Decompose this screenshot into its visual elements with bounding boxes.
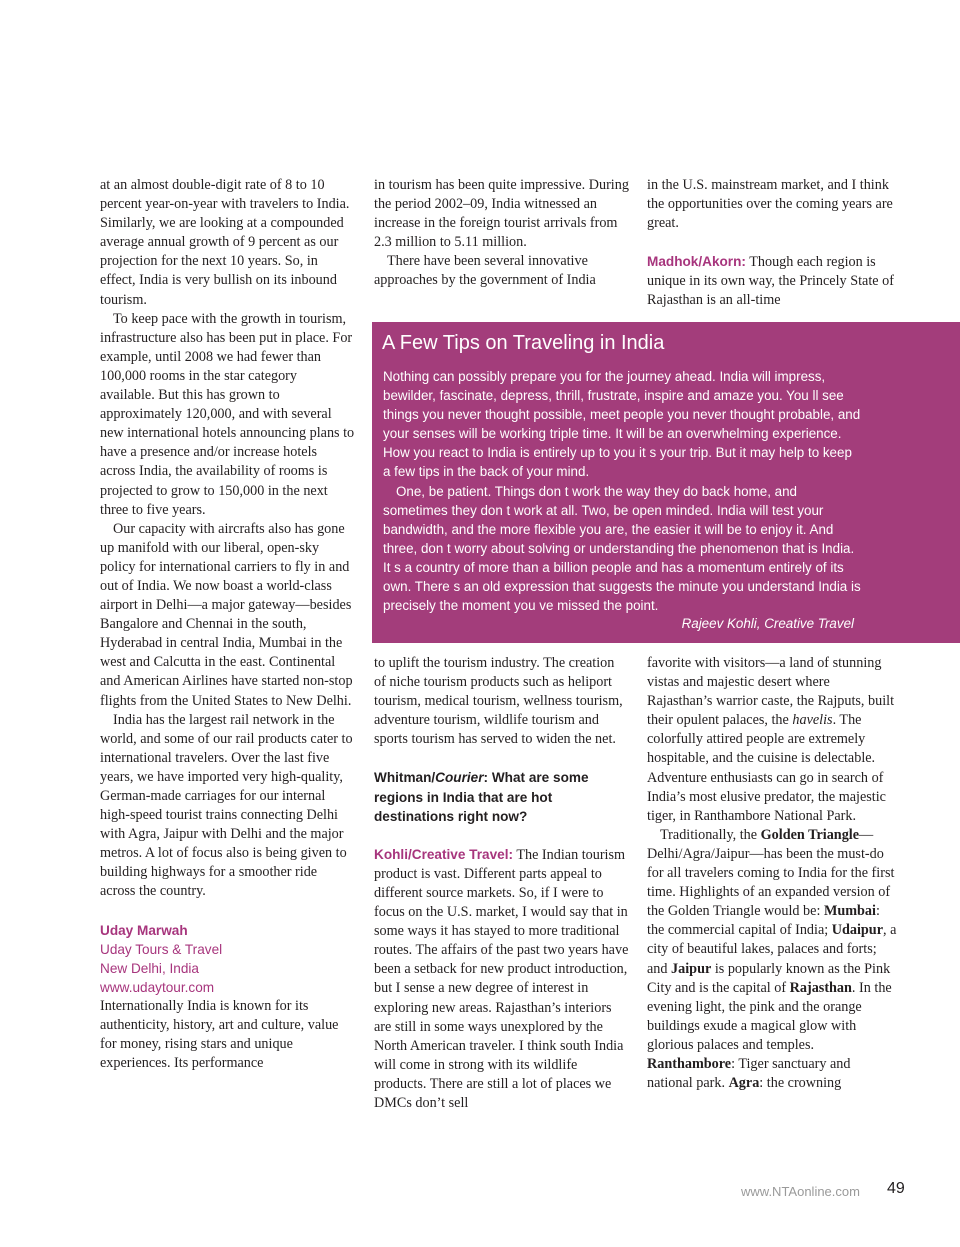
answer-text: Though each region is unique in its own way, the Princely State of Rajasthan is an all-time bbox=[647, 254, 894, 309]
speaker-label: Madhok/Akorn: bbox=[647, 254, 746, 270]
text-run: favorite with visitors—a land of stunning vistas and majestic desert where Rajasthan’s warrior caste, the Rajputs, built their opulent palaces, the bbox=[647, 655, 895, 729]
paragraph bbox=[647, 826, 897, 1093]
paragraph: in tourism has been quite impressive. During the period 2002–09, India witnessed an increase in the foreign tourist arrivals from 2.3 million to 5.11 million. bbox=[374, 177, 629, 251]
text-run: : the crowning bbox=[759, 1075, 842, 1092]
paragraph: There have been several innovative approaches by the government of India bbox=[374, 253, 596, 289]
text-run: , a city of beautiful lakes, palaces and forts; and bbox=[647, 922, 897, 977]
column-3-bottom bbox=[647, 654, 897, 1093]
paragraph: Our capacity with aircrafts also has gone up manifold with our liberal, open-sky policy for international carriers to fly in and out of India. We now boast a world-class airport in Delhi—a major gateway—besides Bangalore and Chennai in the south, Hyderabad in central India, Mumbai in the west and Calcutta in the east. Continental and American Airlines have started non-stop flights from the United States to New Delhi. bbox=[100, 520, 353, 709]
tips-sidebar bbox=[372, 322, 960, 643]
place-mumbai: Mumbai bbox=[823, 903, 876, 920]
speaker-label: Kohli/Creative Travel: bbox=[374, 846, 514, 862]
place-ranthambore: Ranthambore bbox=[647, 1055, 732, 1072]
text-run: . The colorfully attired people are extremely hospitable, and the cuisine is delectable. Adventure enthusiasts can go in search of India’s most elusive predator, the majestic tiger, in Ranthambore National Park. bbox=[647, 712, 886, 824]
page-number: 49 bbox=[887, 1180, 905, 1197]
text-run: : Tiger sanctuary and national park. bbox=[647, 1055, 851, 1092]
tips-body bbox=[383, 367, 863, 615]
place-golden-triangle: Golden Triangle bbox=[760, 826, 860, 843]
paragraph: Internationally India is known for its authenticity, history, art and culture, value for money, rising stars and unique experiences. Its performance bbox=[100, 997, 339, 1072]
column-1 bbox=[100, 176, 355, 1073]
paragraph bbox=[374, 845, 629, 1113]
column-2-top bbox=[374, 176, 629, 291]
paragraph bbox=[647, 252, 897, 310]
paragraph bbox=[647, 654, 897, 826]
tips-credit: Rajeev Kohli, Creative Travel bbox=[681, 616, 854, 631]
text-run: : the commercial capital of India; bbox=[647, 903, 880, 939]
text-run: . In the evening light, the pink and the orange buildings exude a magical glow with glorious palaces and temples. bbox=[647, 979, 892, 1053]
paragraph: India has the largest rail network in the world, and some of our rail products cater to international travelers. Over the last five years, we have imported very high-quality, German-made carriages for our internal high-speed tourist trains connecting Delhi with Agra, Jaipur with Delhi and the major metros. A lot of focus also is being given to building highways for a smoother ride across the country. bbox=[100, 711, 353, 900]
contact-company: Uday Tours & Travel bbox=[100, 941, 223, 957]
place-agra: Agra bbox=[728, 1075, 760, 1092]
place-rajasthan: Rajasthan bbox=[789, 979, 852, 996]
tips-paragraph: One, be patient. Things don t work the way they do back home, and sometimes they don t work at all. Two, be open minded. India will test your bandwidth, and the more flexible you are, the easier it will be to enjoy it. And three, don t worry about solving or understanding the phenomenon that is India. It s a country of more than a billion people and has a momentum entirely of its own. There s an old expression that suggests the minute you understand India is precisely the moment you ve missed the point. bbox=[383, 483, 861, 614]
place-jaipur: Jaipur bbox=[671, 960, 712, 977]
contact-name: Uday Marwah bbox=[100, 922, 188, 938]
column-2-bottom bbox=[374, 654, 629, 1113]
question-speaker: Whitman/ bbox=[374, 770, 436, 786]
paragraph: to uplift the tourism industry. The creation of niche tourism products such as heliport tourism, medical tourism, wellness tourism, adventure tourism, wildlife tourism and sports tourism has served to widen the net. bbox=[374, 655, 623, 748]
column-3-top bbox=[647, 176, 897, 311]
answer-text: The Indian tourism product is vast. Different parts appeal to different source markets. So, if I were to focus on the U.S. market, I would say that in some ways it has stayed to more traditional routes. The affairs of the past two years have been a setback for new product introduction, but I sense a new degree of interest in exploring new areas. Rajasthan’s interiors are still in some ways unexplored by the North American traveler. I think south India will come in strong with its wildlife products. There are still a lot of places we DMCs don’t sell bbox=[374, 846, 629, 1111]
text-run: is popularly known as the Pink City and is the capital of bbox=[647, 960, 891, 996]
interview-question bbox=[374, 768, 629, 825]
tips-title: A Few Tips on Traveling in India bbox=[382, 332, 665, 354]
term-havelis: havelis bbox=[792, 712, 833, 729]
paragraph: at an almost double-digit rate of 8 to 10 percent year-on-year with travelers to India. Similarly, we are looking at a compounded average annual growth of 9 percent as our projection for the next 10 years. So, in effect, India is very bullish on its inbound tourism. bbox=[100, 177, 350, 308]
footer-website-link[interactable]: www.NTAonline.com bbox=[741, 1184, 860, 1199]
text-run: Traditionally, the bbox=[660, 826, 761, 843]
paragraph: in the U.S. mainstream market, and I think the opportunities over the coming years are great. bbox=[647, 177, 893, 232]
tips-paragraph: Nothing can possibly prepare you for the journey ahead. India will impress, bewilder, fascinate, depress, thrill, frustrate, inspire and amaze you. You ll see things you never thought possible, meet people you never thought probable, and your senses will be working triple time. It will be an overwhelming experience. How you react to India is entirely up to you it s your trip. But it may help to keep a few tips in the back of your mind. bbox=[383, 369, 861, 480]
place-udaipur: Udaipur bbox=[831, 922, 883, 939]
publication-name: Courier bbox=[435, 770, 484, 786]
text-run: —Delhi/Agra/Jaipur—has been the must-do for all travelers coming to India for the first time. Highlights of an expanded version of the Golden Triangle would be: bbox=[647, 826, 895, 920]
question-text: : What are some regions in India that are hot destinations right now? bbox=[374, 770, 589, 824]
contact-city: New Delhi, India bbox=[100, 960, 199, 976]
paragraph: To keep pace with the growth in tourism, infrastructure also has been put in place. For example, until 2008 we had fewer than 100,000 rooms in the star category available. But this has grown to approximately 120,000, and with several new international hotels announcing plans to have a presence and/or increase hotels across India, the availability of rooms is projected to grow to 150,000 in the next three to five years. bbox=[100, 310, 355, 518]
contact-website-link[interactable]: www.udaytour.com bbox=[100, 979, 215, 995]
